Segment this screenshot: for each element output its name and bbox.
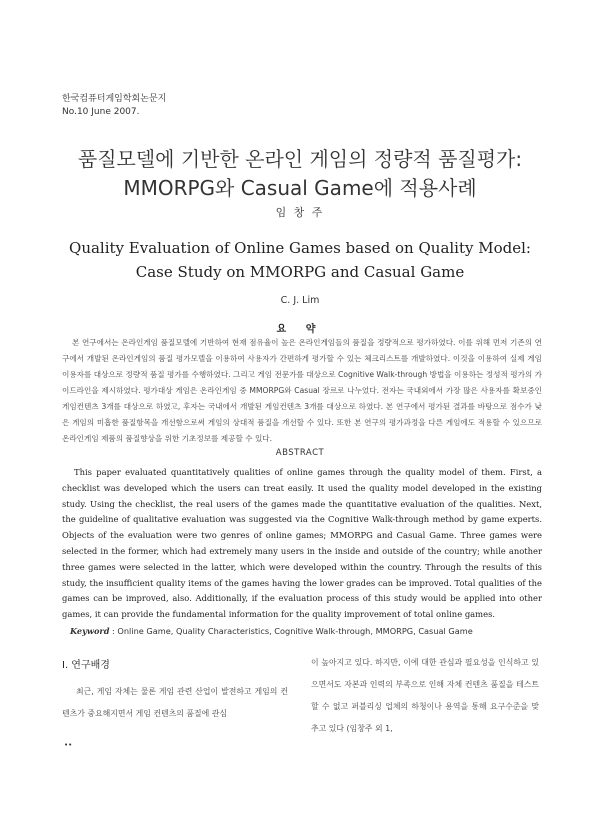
body-text-left: 최근, 게임 자체는 물론 게임 관련 산업이 발전하고 게임의 컨텐츠가 중요해지면서 게임 컨텐츠의 품질에 관심 — [62, 687, 288, 718]
korean-author: 임 창 주 — [275, 206, 325, 219]
body-column-right — [311, 652, 539, 740]
journal-name: 한국컴퓨터게임학회논문지 — [62, 94, 167, 104]
journal-info — [62, 93, 166, 119]
english-author: C. J. Lim — [280, 295, 320, 306]
section-heading: Ⅰ. 연구배경 — [62, 660, 110, 671]
korean-abstract-text: 본 연구에서는 온라인게임 품질모델에 기반하여 현재 점유율이 높은 온라인게임들의 품질을 정량적으로 평가하였다. 이를 위해 먼저 기존의 연구에서 개발된 온라인게임의 품질 평가모델을 이용하여 사용자가 간편하게 평가할 수 있는 체크리스트를 개발하였다. 이것을 이용하여 실제 게임 이용자를 대상으로 정량적 품질 평가를 수행하였다. 그리고 게임 전문가를 대상으로 Cognitive Walk-through 방법을 이용하는 정성적 평가의 가이드라인을 제시하였다. 평가대상 게임은 온라인게임 중 MMORPG와 Casual 장르로 나누었다. 전자는 국내외에서 가장 많은 사용자를 확보중인 게임컨텐츠 3개를 대상으로 하였고, 후자는 국내에서 개발된 게임컨텐츠 3개를 대상으로 하였다. 본 연구에서 평가된 결과를 바탕으로 점수가 낮은 게임의 미흡한 품질항목을 개선함으로써 게임의 상대적 품질을 개선할 수 있다. 또한 본 연구의 평가과정을 다른 게임에도 적용할 수 있으므로 온라인게임 제품의 품질향상을 위한 기초정보를 제공할 수 있다. — [62, 338, 542, 443]
english-title-line2: Case Study on MMORPG and Casual Game — [135, 263, 465, 281]
journal-issue: No.10 June 2007. — [62, 107, 140, 117]
english-abstract-heading: ABSTRACT — [275, 448, 325, 458]
english-title — [0, 236, 600, 284]
body-text-right: 이 높아지고 있다. 하지만, 이에 대한 관심과 필요성을 인식하고 있으면서도 자본과 인력의 부족으로 인해 자체 컨텐츠 품질을 테스트할 수 없고 퍼블리싱 업체의 하청이나 용역을 통해 요구수준을 맞추고 있다 (임창주 외 1, — [311, 658, 539, 733]
english-abstract — [62, 465, 542, 623]
keywords-text: : Online Game, Quality Characteristics, Cognitive Walk-through, MMORPG, Casual Game — [109, 626, 473, 636]
korean-abstract-heading: 요 약 — [276, 324, 324, 335]
keywords-label: Keyword — [70, 626, 110, 636]
keywords — [70, 626, 540, 636]
korean-abstract — [62, 335, 542, 447]
body-column-left — [62, 652, 288, 725]
english-title-line1: Quality Evaluation of Online Games based on Quality Model: — [69, 239, 531, 257]
korean-title — [0, 145, 600, 203]
english-abstract-text: This paper evaluated quantitatively qualities of online games through the quality model of them. First, a checklist was developed which the users can treat easily. It used the quality model developed in the existing study. Using the checklist, the real users of the games made the quantitative evaluation of the qualities. Next, the guideline of qualitative evaluation was suggested via the Cognitive Walk-through method by game experts. Objects of the evaluation were two genres of online games; MMORPG and Casual Game. Three games were selected in the former, which had extremely many users in the inside and outside of the country; while another three games were selected in the latter, which were developed within the country. Through the results of this study, the insufficient quality items of the games having the lower grades can be improved. Total qualities of the games can be improved, also. Additionally, if the evaluation process of this study would be applied into other games, it can provide the fundamental information for the quality improvement of total online games. — [62, 467, 542, 620]
korean-title-line2: MMORPG와 Casual Game에 적용사례 — [123, 176, 477, 200]
page-number: •• — [64, 741, 73, 749]
korean-title-line1: 품질모델에 기반한 온라인 게임의 정량적 품질평가: — [77, 147, 523, 171]
